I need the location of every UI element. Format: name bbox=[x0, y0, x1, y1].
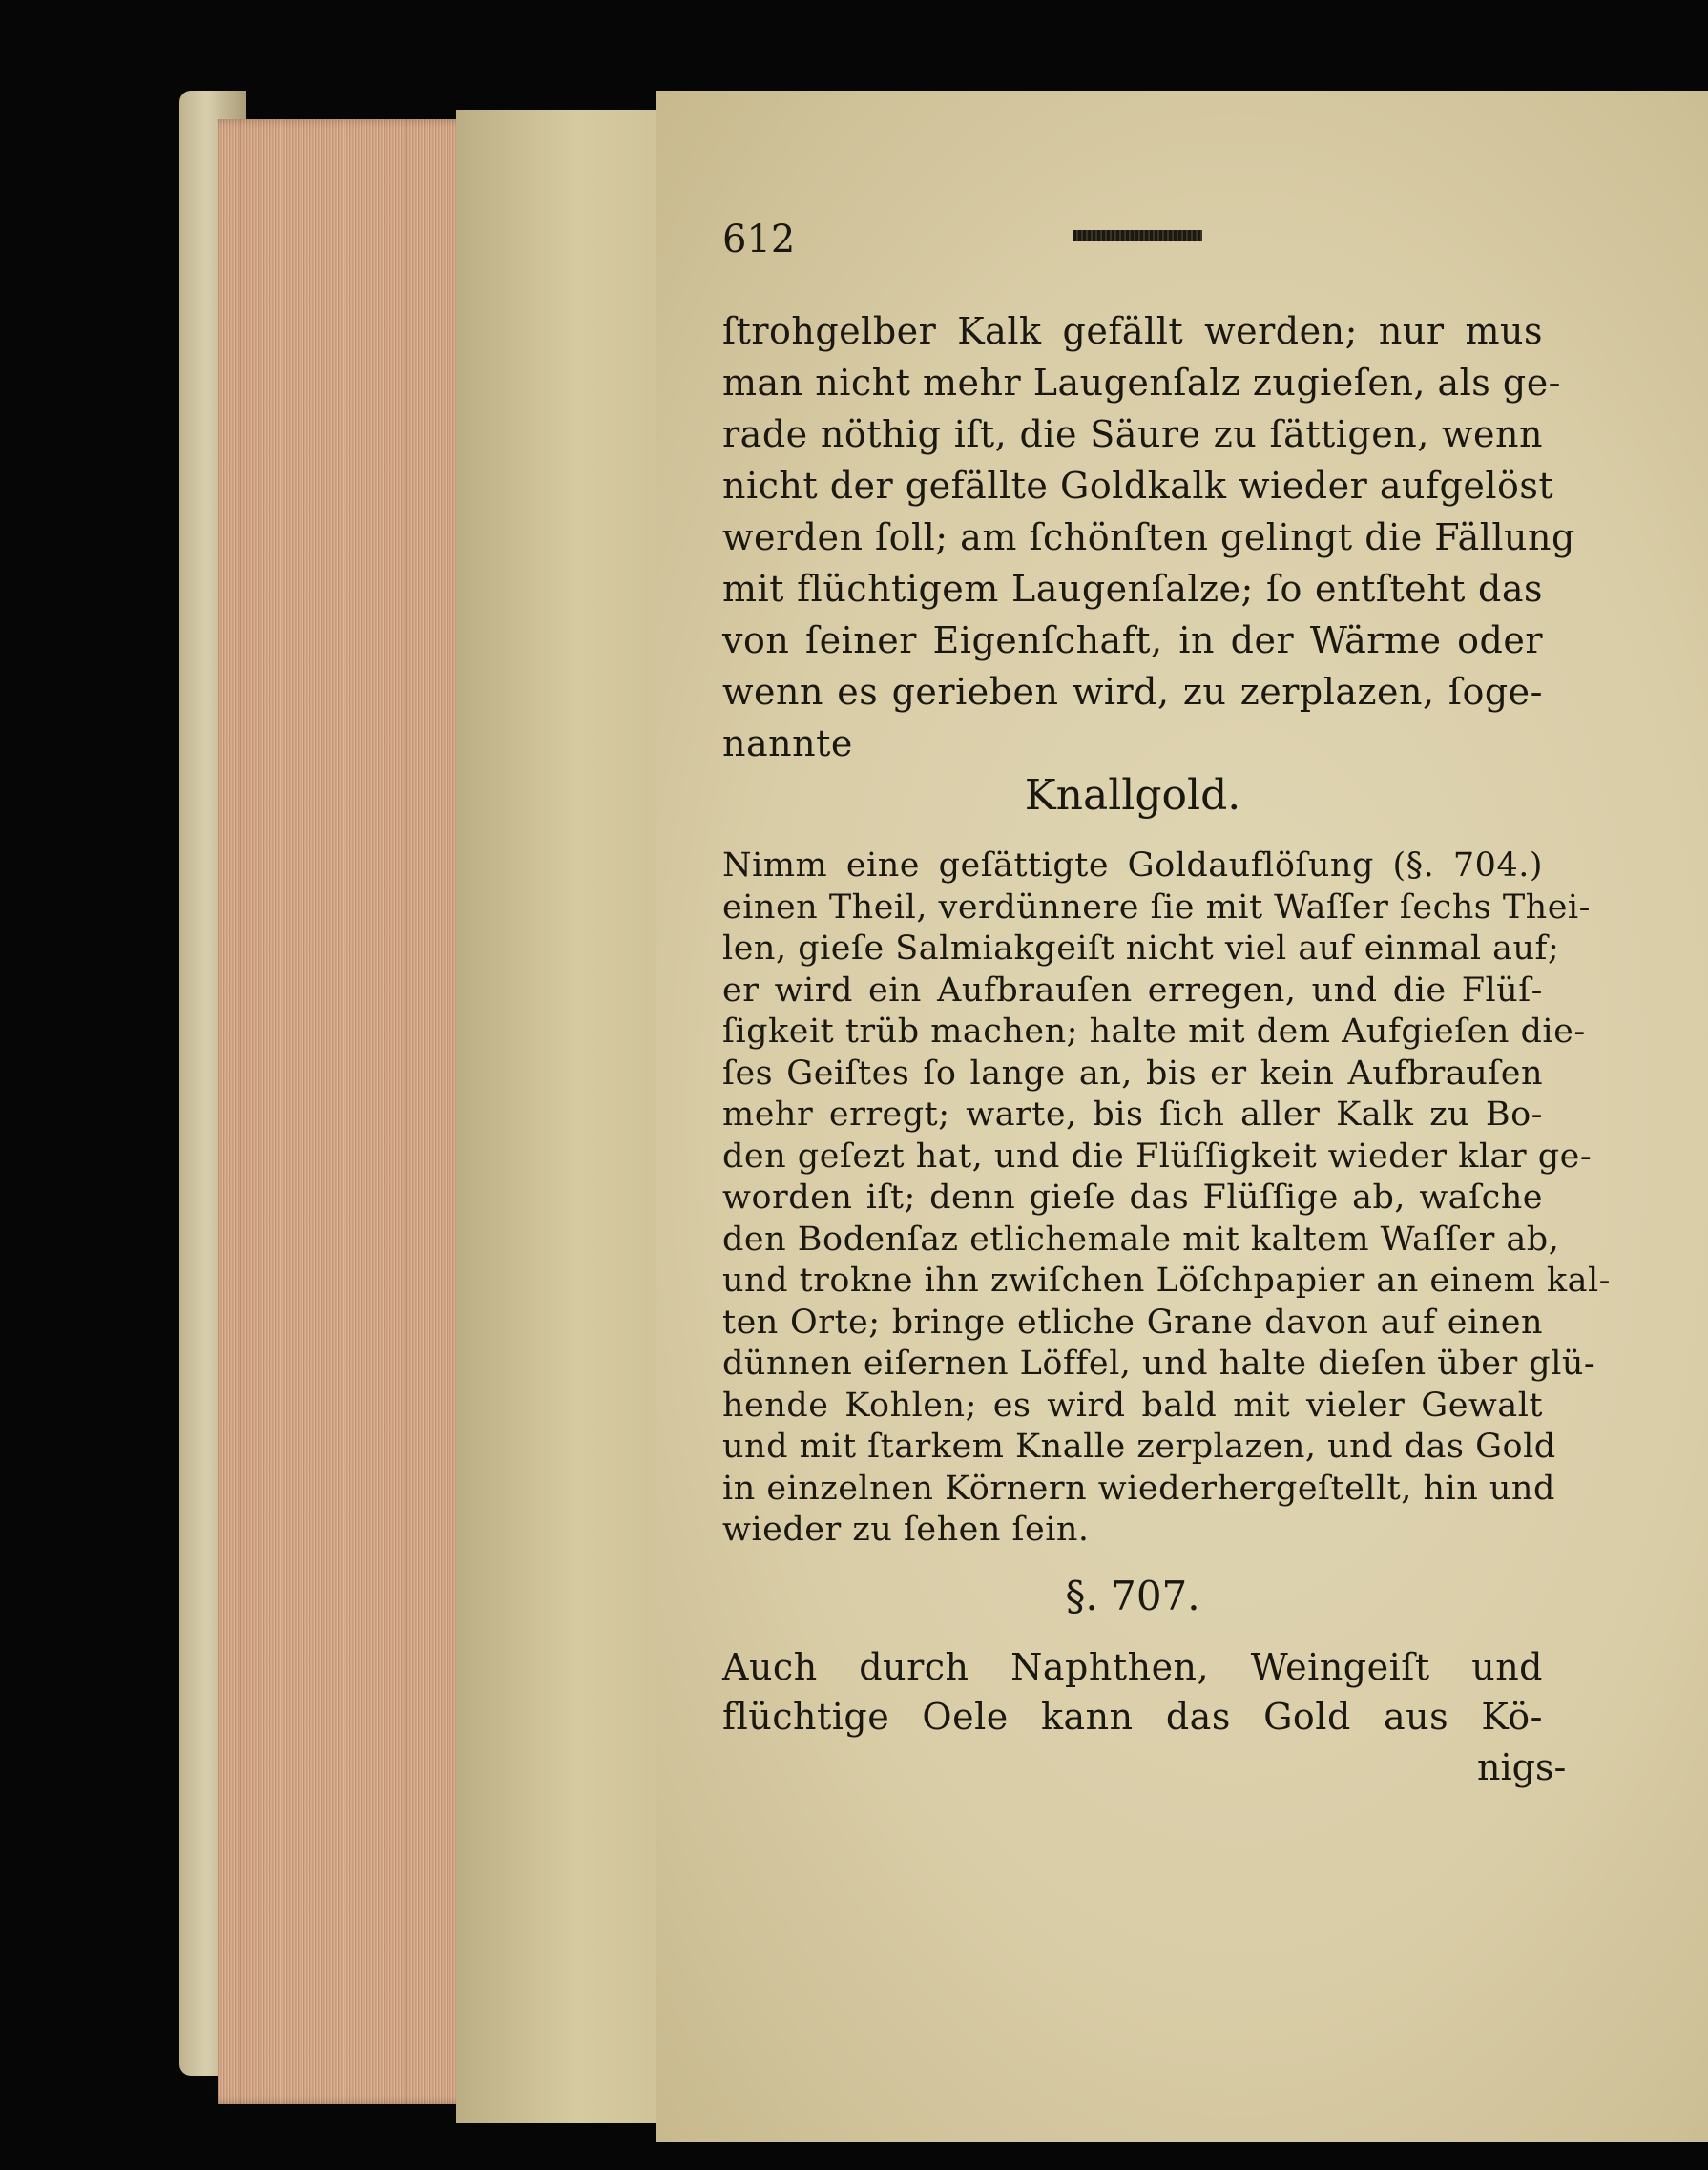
text-line: man nicht mehr Laugenſalz zugieſen, als ge- bbox=[722, 362, 1562, 404]
text-line: Nimm eine geſättigte Goldauflöſung (§. 704.) bbox=[722, 846, 1543, 885]
header-ornament bbox=[1073, 230, 1202, 241]
text-line: Auch durch Naphthen, Weingeiſt und bbox=[722, 1646, 1543, 1688]
book-gutter bbox=[456, 110, 676, 2123]
text-line: len, gieſe Salmiakgeiſt nicht viel auf einmal auf; bbox=[722, 929, 1560, 968]
text-line: rade nöthig iſt, die Säure zu ſättigen, wenn bbox=[722, 413, 1543, 455]
text-line: er wird ein Aufbrauſen erregen, und die Flüſ- bbox=[722, 970, 1543, 1010]
text-line: von ſeiner Eigenſchaft, in der Wärme oder bbox=[722, 619, 1543, 661]
text-line: den geſezt hat, und die Flüſſigkeit wieder klar ge- bbox=[722, 1137, 1593, 1176]
text-line: ſigkeit trüb machen; halte mit dem Aufgieſen die- bbox=[722, 1012, 1586, 1051]
catchword: nigs- bbox=[1477, 1746, 1567, 1788]
text-line: ten Orte; bringe etliche Grane davon auf einen bbox=[722, 1303, 1543, 1342]
text-line: ſes Geiſtes ſo lange an, bis er kein Aufbrauſen bbox=[722, 1054, 1543, 1093]
text-line: werden ſoll; am ſchönſten gelingt die Fällung bbox=[722, 516, 1575, 558]
text-line: hende Kohlen; es wird bald mit vieler Gewalt bbox=[722, 1386, 1543, 1425]
text-line: einen Theil, verdünnere ſie mit Waſſer ſechs Thei- bbox=[722, 887, 1591, 927]
text-line: nannte bbox=[722, 722, 853, 764]
text-line: flüchtige Oele kann das Gold aus Kö- bbox=[722, 1696, 1543, 1738]
text-line: in einzelnen Körnern wiederhergeſtellt, hin und bbox=[722, 1469, 1555, 1508]
heading-knallgold: Knallgold. bbox=[1024, 771, 1241, 820]
text-line: dünnen eiſernen Löffel, und halte dieſen über glü- bbox=[722, 1345, 1596, 1383]
text-line: ſtrohgelber Kalk gefällt werden; nur mus bbox=[722, 310, 1543, 352]
page-number: 612 bbox=[722, 218, 796, 261]
text-line: wieder zu ſehen ſein. bbox=[722, 1511, 1090, 1549]
section-heading: §. 707. bbox=[1065, 1573, 1200, 1619]
text-line: worden iſt; denn gieſe das Flüſſige ab, waſche bbox=[722, 1179, 1543, 1217]
page-block-edges bbox=[218, 119, 494, 2104]
text-line: nicht der gefällte Goldkalk wieder aufgelöst bbox=[722, 465, 1554, 507]
text-line: den Bodenſaz etlichemale mit kaltem Waſſer ab, bbox=[722, 1220, 1560, 1259]
text-line: mit flüchtigem Laugenſalze; ſo entſteht das bbox=[722, 568, 1543, 610]
text-line: und mit ſtarkem Knalle zerplazen, und das Gold bbox=[722, 1428, 1556, 1466]
text-line: und trokne ihn zwiſchen Löſchpapier an einem kal- bbox=[722, 1262, 1611, 1300]
text-line: wenn es gerieben wird, zu zerplazen, ſoge- bbox=[722, 671, 1543, 713]
text-line: mehr erregt; warte, bis ſich aller Kalk zu Bo- bbox=[722, 1095, 1543, 1134]
